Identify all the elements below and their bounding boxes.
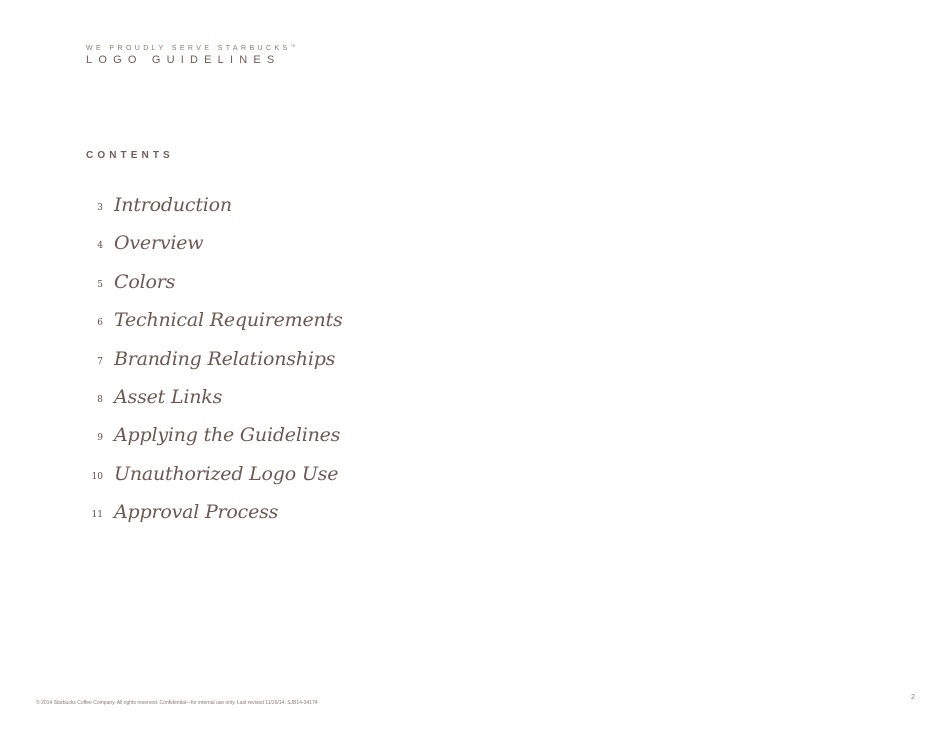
toc-page-number: 8: [97, 394, 103, 405]
page-number: 2: [911, 694, 915, 701]
toc-page-number: 11: [91, 510, 103, 521]
trademark-symbol: ™: [290, 44, 296, 50]
toc-item-label: Approval Process: [114, 501, 279, 524]
document-header: [86, 44, 296, 66]
toc-page-number: 6: [97, 318, 103, 329]
toc-item-label: Applying the Guidelines: [114, 424, 341, 447]
footer-legal-text: © 2014 Starbucks Coffee Company. All rights reserved. Confidential—for internal use only. Last revised 11/26/14. SJB14-34174: [36, 700, 318, 706]
toc-item-label: Introduction: [114, 194, 232, 216]
toc-item-label: Branding Relationships: [114, 347, 336, 370]
toc-page-number: 10: [91, 471, 103, 482]
toc-page-number: 9: [97, 433, 103, 444]
toc-item-label: Unauthorized Logo Use: [114, 462, 339, 485]
header-kicker-text: WE PROUDLY SERVE STARBUCKS: [86, 45, 291, 52]
toc-page-number: 7: [97, 356, 103, 367]
header-kicker: [86, 44, 296, 53]
toc-page-number: 5: [97, 279, 103, 290]
toc-page-number: 3: [97, 203, 103, 213]
toc-item-label: Technical Requirements: [114, 309, 343, 332]
toc-page-number: 4: [97, 241, 103, 252]
toc-item-label: Asset Links: [114, 385, 223, 408]
contents-heading: CONTENTS: [86, 150, 174, 161]
toc-item-label: Overview: [114, 232, 204, 255]
document-title: LOGO GUIDELINES: [86, 54, 281, 66]
toc-item-label: Colors: [114, 270, 176, 293]
